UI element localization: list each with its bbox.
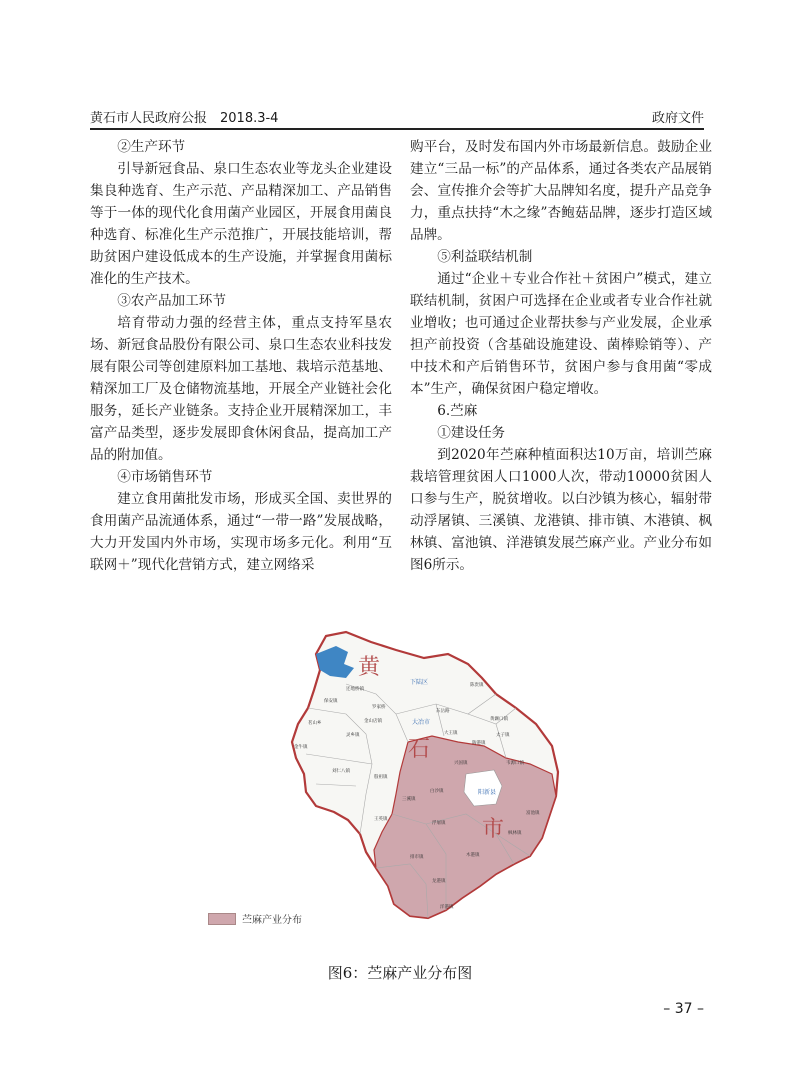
map-town-label: 龙港镇 xyxy=(432,879,446,884)
map-legend xyxy=(208,911,302,926)
map-label-daye: 大冶市 xyxy=(412,719,431,726)
map-town-label: 陈贵镇 xyxy=(470,683,484,688)
left-paragraph: 引导新冠食品、泉口生态农业等龙头企业建设集良种选育、生产示范、产品精深加工、产品销售等于一体的现代化食用菌产业园区，开展食用菌良种选育、标准化生产示范推广，开展技能培训，帮助贫困户建设低成本的生产设施，并掌握食用菌标准化的生产技术。 xyxy=(90,161,392,287)
map-town-label: 大王镇 xyxy=(444,731,458,736)
map-town-label: 浮屠镇 xyxy=(432,821,446,826)
map-label-city: 市 xyxy=(482,817,505,842)
map-town-label: 木港镇 xyxy=(466,853,480,858)
map-town-label: 王英镇 xyxy=(374,817,388,822)
map-town-label: 富池镇 xyxy=(526,811,540,816)
legend-swatch xyxy=(208,913,236,925)
map-town-label: 黄颡口镇 xyxy=(490,717,508,722)
map-label-huang: 黄 xyxy=(358,655,381,680)
right-paragraph: ①建设任务 xyxy=(437,425,506,441)
map-town-label: 太子镇 xyxy=(496,733,510,738)
left-column xyxy=(90,136,392,576)
left-paragraph: 培育带动力强的经营主体，重点支持军垦农场、新冠食品股份有限公司、泉口生态农业科技发展有限公司等创建原料加工基地、栽培示范基地、精深加工厂及仓储物流基地，开展全产业链社会化服务，延长产业链条。支持企业开展精深加工，丰富产品类型，逐步发展即食休闲食品，提高加工产品的附加值。 xyxy=(90,315,392,463)
map-town-label: 金山店镇 xyxy=(364,719,382,724)
map-town-label: 殷祖镇 xyxy=(374,775,388,780)
map-town-label: 罗家桥 xyxy=(372,705,386,710)
map-town-label: 刘仁八镇 xyxy=(332,769,350,774)
right-paragraph: ⑤利益联结机制 xyxy=(437,249,533,265)
map-town-label: 排市镇 xyxy=(410,855,424,860)
right-paragraph: 通过“企业＋专业合作社＋贫困户”模式，建立联结机制，贫困户可选择在企业或者专业合作社就业增收；也可通过企业帮扶参与产业发展，企业承担产前投资（含基础设施建设、菌棒赊销等）、产中技术和产后销售环节，贫困户参与食用菌“零成本”生产，确保贫困户稳定增收。 xyxy=(410,271,712,397)
right-paragraph: 到2020年苎麻种植面积达10万亩，培训苎麻栽培管理贫困人口1000人次，带动10000贫困人口参与生产，脱贫增收。以白沙镇为核心，辐射带动浮屠镇、三溪镇、龙港镇、排市镇、木港镇、枫林镇、富池镇、洋港镇发展苎麻产业。产业分布如图6所示。 xyxy=(410,447,712,573)
map-label-xialu: 下陆区 xyxy=(410,679,429,686)
map-label-yangxin: 阳新县 xyxy=(478,789,497,796)
left-paragraph: ②生产环节 xyxy=(117,139,186,155)
map-town-label: 韦源口镇 xyxy=(506,761,524,766)
right-column xyxy=(410,136,712,576)
map-town-label: 兴国镇 xyxy=(454,761,468,766)
map-town-label: 陶港镇 xyxy=(472,741,486,746)
map-town-label: 灵乡镇 xyxy=(346,733,360,738)
map-town-label: 三溪镇 xyxy=(402,797,416,802)
left-paragraph: ③农产品加工环节 xyxy=(117,293,226,309)
header-rule xyxy=(90,128,704,130)
map-town-label: 枫林镇 xyxy=(508,831,522,836)
map-town-label: 茗山乡 xyxy=(308,721,322,726)
map-town-label: 白沙镇 xyxy=(430,789,444,794)
map-town-label: 东岳路 xyxy=(436,709,450,714)
header-publication: 黄石市人民政府公报 2018.3-4 xyxy=(90,111,279,126)
map-town-label: 金牛镇 xyxy=(294,745,308,750)
right-paragraph: 6.苎麻 xyxy=(437,403,478,419)
left-paragraph: 建立食用菌批发市场，形成买全国、卖世界的食用菌产品流通体系，通过“一带一路”发展战略，大力开发国内外市场，实现市场多元化。利用“互联网＋”现代化营销方式，建立网络采 xyxy=(90,491,392,573)
map-town-label: 保安镇 xyxy=(324,699,338,704)
right-paragraph: 购平台，及时发布国内外市场最新信息。鼓励企业建立“三品一标”的产品体系，通过各类农产品展销会、宣传推介会等扩大品牌知名度，提升产品竞争力，重点扶持“木之缘”杏鲍菇品牌，逐步打造区域品牌。 xyxy=(410,139,712,243)
figure-caption: 图6：苎麻产业分布图 xyxy=(327,964,473,982)
map-town-label: 还地桥镇 xyxy=(346,687,364,692)
left-paragraph: ④市场销售环节 xyxy=(117,469,213,485)
map-label-shi: 石 xyxy=(408,737,431,762)
header-section: 政府文件 xyxy=(651,111,704,126)
legend-label: 苎麻产业分布 xyxy=(242,915,302,926)
ramie-distribution-map xyxy=(196,624,600,940)
map-town-label: 洋港镇 xyxy=(440,905,454,910)
page-number: – 37 – xyxy=(663,1001,704,1017)
